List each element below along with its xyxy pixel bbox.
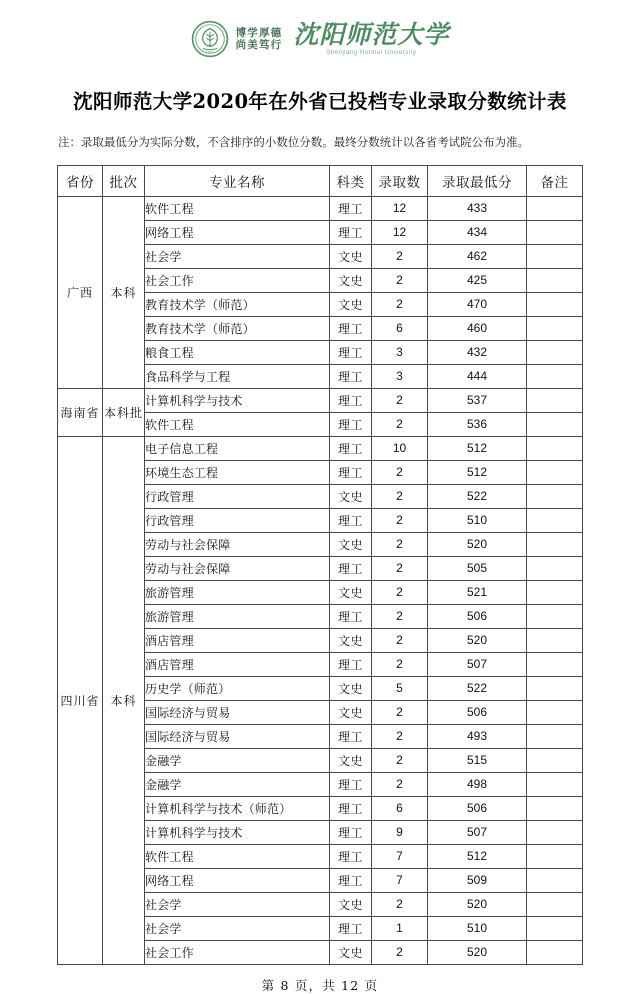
cell-min-score: 462: [428, 244, 527, 268]
cell-remark: [527, 700, 583, 724]
cell-category: 理工: [330, 604, 372, 628]
cell-min-score: 520: [428, 892, 527, 916]
cell-major: 软件工程: [145, 412, 330, 436]
cell-major: 计算机科学与技术: [145, 388, 330, 412]
university-logo: [191, 20, 450, 58]
cell-major: 电子信息工程: [145, 436, 330, 460]
cell-category: 理工: [330, 508, 372, 532]
cell-major: 旅游管理: [145, 604, 330, 628]
column-header-remark: 备注: [527, 165, 583, 196]
cell-category: 理工: [330, 220, 372, 244]
cell-major: 金融学: [145, 748, 330, 772]
cell-remark: [527, 292, 583, 316]
university-name-cn: 沈阳师范大学: [293, 19, 450, 49]
cell-major: 环境生态工程: [145, 460, 330, 484]
cell-category: 理工: [330, 364, 372, 388]
cell-min-score: 506: [428, 604, 527, 628]
cell-min-score: 507: [428, 820, 527, 844]
cell-remark: [527, 556, 583, 580]
cell-category: 理工: [330, 436, 372, 460]
cell-min-score: 537: [428, 388, 527, 412]
cell-category: 理工: [330, 556, 372, 580]
cell-remark: [527, 940, 583, 964]
cell-category: 文史: [330, 292, 372, 316]
cell-category: 文史: [330, 700, 372, 724]
cell-remark: [527, 508, 583, 532]
cell-count: 12: [372, 196, 428, 220]
cell-count: 2: [372, 748, 428, 772]
cell-major: 教育技术学（师范）: [145, 292, 330, 316]
cell-count: 2: [372, 532, 428, 556]
cell-min-score: 433: [428, 196, 527, 220]
table-header-row: [58, 165, 583, 196]
cell-category: 文史: [330, 580, 372, 604]
cell-count: 5: [372, 676, 428, 700]
cell-major: 劳动与社会保障: [145, 532, 330, 556]
cell-remark: [527, 724, 583, 748]
cell-count: 7: [372, 868, 428, 892]
cell-min-score: 510: [428, 508, 527, 532]
cell-min-score: 536: [428, 412, 527, 436]
cell-min-score: 444: [428, 364, 527, 388]
cell-min-score: 470: [428, 292, 527, 316]
cell-min-score: 425: [428, 268, 527, 292]
cell-major: 社会工作: [145, 268, 330, 292]
motto-line-2: 尚美笃行: [235, 39, 283, 51]
cell-min-score: 522: [428, 484, 527, 508]
cell-major: 粮食工程: [145, 340, 330, 364]
cell-count: 2: [372, 460, 428, 484]
cell-count: 3: [372, 340, 428, 364]
cell-count: 2: [372, 772, 428, 796]
cell-min-score: 505: [428, 556, 527, 580]
cell-min-score: 493: [428, 724, 527, 748]
cell-category: 理工: [330, 460, 372, 484]
cell-remark: [527, 412, 583, 436]
table-body: [58, 196, 583, 964]
cell-remark: [527, 316, 583, 340]
cell-major: 软件工程: [145, 844, 330, 868]
cell-major: 行政管理: [145, 484, 330, 508]
cell-min-score: 506: [428, 700, 527, 724]
cell-major: 社会工作: [145, 940, 330, 964]
cell-min-score: 512: [428, 436, 527, 460]
table-row: [58, 436, 583, 460]
cell-remark: [527, 340, 583, 364]
cell-count: 2: [372, 628, 428, 652]
cell-remark: [527, 460, 583, 484]
cell-category: 理工: [330, 388, 372, 412]
cell-remark: [527, 268, 583, 292]
cell-count: 2: [372, 388, 428, 412]
cell-batch: 本科批: [103, 388, 145, 436]
cell-major: 社会学: [145, 244, 330, 268]
cell-count: 2: [372, 292, 428, 316]
column-header-major: 专业名称: [145, 165, 330, 196]
cell-major: 社会学: [145, 916, 330, 940]
cell-remark: [527, 580, 583, 604]
cell-major: 历史学（师范）: [145, 676, 330, 700]
cell-count: 2: [372, 268, 428, 292]
cell-remark: [527, 604, 583, 628]
cell-province: 海南省: [58, 388, 103, 436]
cell-min-score: 512: [428, 844, 527, 868]
page-title: 沈阳师范大学2020年在外省已投档专业录取分数统计表: [73, 90, 567, 113]
university-name-en: Shenyang Normal University: [326, 50, 417, 57]
cell-category: 理工: [330, 412, 372, 436]
cell-remark: [527, 436, 583, 460]
cell-min-score: 498: [428, 772, 527, 796]
cell-count: 2: [372, 580, 428, 604]
cell-major: 劳动与社会保障: [145, 556, 330, 580]
cell-count: 2: [372, 244, 428, 268]
cell-major: 国际经济与贸易: [145, 724, 330, 748]
cell-remark: [527, 484, 583, 508]
cell-count: 6: [372, 796, 428, 820]
cell-min-score: 506: [428, 796, 527, 820]
motto-line-1: 博学厚德: [235, 26, 283, 39]
cell-category: 理工: [330, 796, 372, 820]
cell-remark: [527, 796, 583, 820]
cell-remark: [527, 748, 583, 772]
cell-category: 文史: [330, 892, 372, 916]
cell-count: 2: [372, 556, 428, 580]
cell-min-score: 520: [428, 940, 527, 964]
cell-category: 文史: [330, 268, 372, 292]
cell-major: 食品科学与工程: [145, 364, 330, 388]
cell-count: 7: [372, 844, 428, 868]
cell-category: 理工: [330, 196, 372, 220]
cell-remark: [527, 532, 583, 556]
university-wordmark: [293, 19, 450, 57]
cell-category: 文史: [330, 940, 372, 964]
cell-count: 3: [372, 364, 428, 388]
cell-batch: 本科: [103, 436, 145, 964]
cell-category: 理工: [330, 772, 372, 796]
cell-count: 2: [372, 700, 428, 724]
cell-category: 文史: [330, 676, 372, 700]
cell-min-score: 510: [428, 916, 527, 940]
cell-remark: [527, 628, 583, 652]
page-header: [0, 0, 640, 72]
cell-min-score: 515: [428, 748, 527, 772]
column-header-batch: 批次: [103, 165, 145, 196]
cell-remark: [527, 244, 583, 268]
admission-score-table: [57, 165, 583, 965]
cell-count: 2: [372, 652, 428, 676]
cell-remark: [527, 916, 583, 940]
table-row: [58, 196, 583, 220]
cell-min-score: 521: [428, 580, 527, 604]
table-header: [58, 165, 583, 196]
cell-count: 2: [372, 508, 428, 532]
cell-min-score: 512: [428, 460, 527, 484]
cell-major: 金融学: [145, 772, 330, 796]
cell-major: 酒店管理: [145, 652, 330, 676]
cell-count: 2: [372, 604, 428, 628]
cell-min-score: 432: [428, 340, 527, 364]
cell-major: 计算机科学与技术（师范）: [145, 796, 330, 820]
cell-category: 文史: [330, 484, 372, 508]
column-header-min-score: 录取最低分: [428, 165, 527, 196]
svg-text:1951: 1951: [205, 50, 214, 55]
cell-remark: [527, 220, 583, 244]
cell-batch: 本科: [103, 196, 145, 388]
cell-count: 10: [372, 436, 428, 460]
cell-count: 2: [372, 412, 428, 436]
cell-category: 理工: [330, 724, 372, 748]
cell-remark: [527, 892, 583, 916]
cell-major: 网络工程: [145, 868, 330, 892]
cell-category: 文史: [330, 532, 372, 556]
note-text: 注：录取最低分为实际分数，不含排序的小数位分数。最终分数统计以各省考试院公布为准。: [58, 135, 530, 149]
cell-min-score: 509: [428, 868, 527, 892]
cell-category: 文史: [330, 628, 372, 652]
cell-count: 2: [372, 724, 428, 748]
cell-category: 理工: [330, 340, 372, 364]
cell-category: 文史: [330, 244, 372, 268]
cell-min-score: 522: [428, 676, 527, 700]
cell-major: 教育技术学（师范）: [145, 316, 330, 340]
cell-major: 国际经济与贸易: [145, 700, 330, 724]
cell-count: 6: [372, 316, 428, 340]
cell-remark: [527, 844, 583, 868]
cell-province: 广西: [58, 196, 103, 388]
cell-category: 理工: [330, 868, 372, 892]
page-footer: 第 8 页，共 12 页: [261, 977, 379, 993]
cell-remark: [527, 388, 583, 412]
cell-count: 9: [372, 820, 428, 844]
cell-major: 酒店管理: [145, 628, 330, 652]
cell-min-score: 507: [428, 652, 527, 676]
column-header-province: 省份: [58, 165, 103, 196]
table-row: [58, 388, 583, 412]
cell-major: 网络工程: [145, 220, 330, 244]
cell-major: 软件工程: [145, 196, 330, 220]
cell-count: 12: [372, 220, 428, 244]
cell-min-score: 520: [428, 628, 527, 652]
cell-min-score: 460: [428, 316, 527, 340]
cell-province: 四川省: [58, 436, 103, 964]
cell-remark: [527, 676, 583, 700]
cell-count: 2: [372, 940, 428, 964]
cell-category: 理工: [330, 316, 372, 340]
cell-remark: [527, 364, 583, 388]
column-header-count: 录取数: [372, 165, 428, 196]
cell-category: 理工: [330, 916, 372, 940]
cell-major: 旅游管理: [145, 580, 330, 604]
cell-remark: [527, 652, 583, 676]
cell-min-score: 434: [428, 220, 527, 244]
cell-category: 文史: [330, 748, 372, 772]
cell-category: 理工: [330, 652, 372, 676]
university-emblem-icon: [191, 20, 229, 58]
cell-remark: [527, 820, 583, 844]
score-table-container: [0, 165, 640, 965]
cell-category: 理工: [330, 844, 372, 868]
cell-remark: [527, 772, 583, 796]
cell-min-score: 520: [428, 532, 527, 556]
column-header-category: 科类: [330, 165, 372, 196]
cell-count: 2: [372, 484, 428, 508]
cell-remark: [527, 868, 583, 892]
cell-remark: [527, 196, 583, 220]
cell-category: 理工: [330, 820, 372, 844]
cell-count: 2: [372, 892, 428, 916]
cell-count: 1: [372, 916, 428, 940]
cell-major: 社会学: [145, 892, 330, 916]
cell-major: 行政管理: [145, 508, 330, 532]
cell-major: 计算机科学与技术: [145, 820, 330, 844]
university-motto: [236, 27, 287, 51]
